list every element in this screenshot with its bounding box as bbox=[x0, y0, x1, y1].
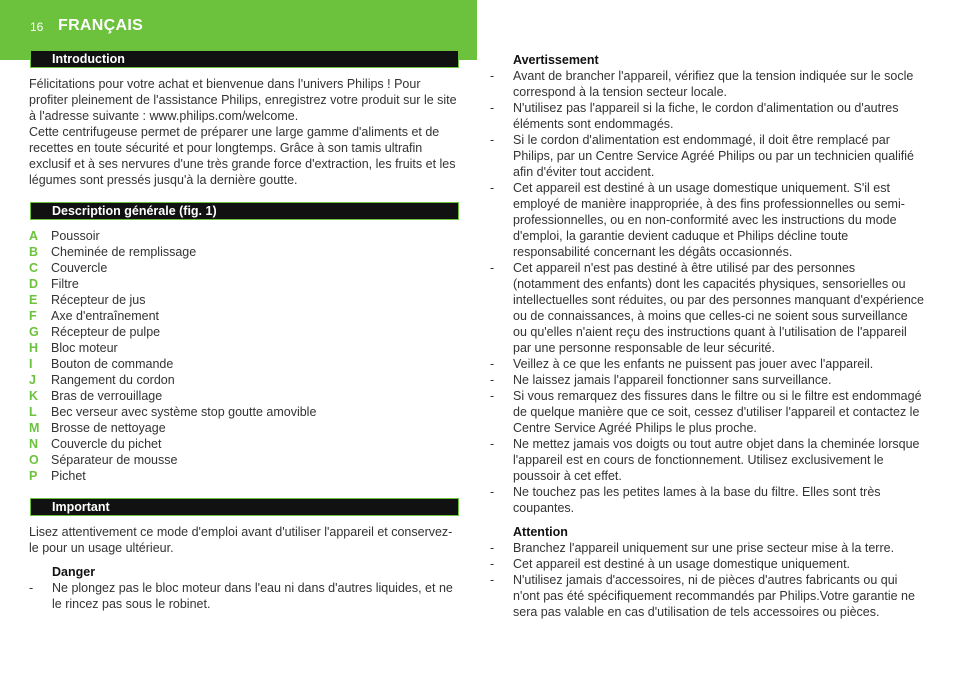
part-label: Axe d'entraînement bbox=[51, 309, 160, 323]
part-label: Poussoir bbox=[51, 229, 100, 243]
avertissement-item-text: Ne laissez jamais l'appareil fonctionner sans surveillance. bbox=[513, 373, 832, 387]
part-letter: D bbox=[29, 277, 39, 291]
avertissement-item-text: Veillez à ce que les enfants ne puissent pas jouer avec l'appareil. bbox=[513, 357, 874, 371]
part-label: Bouton de commande bbox=[51, 357, 174, 371]
avertissement-item bbox=[490, 388, 924, 436]
dash-marker: - bbox=[29, 581, 34, 595]
intro-paragraph-2: Cette centrifugeuse permet de préparer une large gamme d'aliments et de recettes en toute sécurité et pour longtemps. Grâce à son tamis ultrafin exclusif et à ses nervures d'une très grande force d'extraction, les fruits et les légumes sont pressés jusqu'à la dernière goutte. bbox=[29, 125, 456, 187]
important-intro: Lisez attentivement ce mode d'emploi avant d'utiliser l'appareil et conservez-le pour un usage ultérieur. bbox=[29, 525, 453, 555]
part-letter: M bbox=[29, 421, 40, 435]
dash-marker: - bbox=[490, 437, 495, 451]
attention-item bbox=[490, 556, 924, 572]
part-letter: O bbox=[29, 453, 39, 467]
attention-item-text: Cet appareil est destiné à un usage domestique uniquement. bbox=[513, 557, 851, 571]
avertissement-item bbox=[490, 100, 924, 132]
danger-item-text: Ne plongez pas le bloc moteur dans l'eau ni dans d'autres liquides, et ne le rincez pas sous le robinet. bbox=[52, 581, 453, 611]
danger-list bbox=[29, 580, 461, 612]
part-label: Cheminée de remplissage bbox=[51, 245, 197, 259]
part-label: Bras de verrouillage bbox=[51, 389, 163, 403]
part-label: Filtre bbox=[51, 277, 79, 291]
part-label: Brosse de nettoyage bbox=[51, 421, 166, 435]
section-heading-introduction: Introduction bbox=[30, 50, 459, 68]
part-label: Récepteur de jus bbox=[51, 293, 146, 307]
part-letter: G bbox=[29, 325, 39, 339]
parts-list-item bbox=[29, 308, 316, 324]
avertissement-item-text: Si vous remarquez des fissures dans le filtre ou si le filtre est endommagé de quelque manière que ce soit, cessez d'utiliser l'appareil et contactez le Centre Service Agréé Philips le plus proche. bbox=[513, 389, 922, 435]
parts-list-item bbox=[29, 244, 316, 260]
parts-list-item bbox=[29, 228, 316, 244]
part-label: Récepteur de pulpe bbox=[51, 325, 161, 339]
attention-item-text: N'utilisez jamais d'accessoires, ni de pièces d'autres fabricants ou qui n'ont pas été spécifiquement recommandés par Philips.Votre garantie ne sera pas valable en cas d'utilisation de tels accessoires ou pièces. bbox=[513, 573, 915, 619]
parts-list-item bbox=[29, 276, 316, 292]
part-letter: L bbox=[29, 405, 37, 419]
dash-marker: - bbox=[490, 69, 495, 83]
avertissement-item bbox=[490, 372, 924, 388]
part-letter: A bbox=[29, 229, 39, 243]
avertissement-item-text: Cet appareil n'est pas destiné à être utilisé par des personnes (notamment des enfants) dont les capacités physiques, sensorielles ou intellectuelles sont réduites, ou par des personnes manquant d'expérience ou de connaissances, à moins que celles-ci ne soient sous surveillance ou qu'elles n'aient reçu des instructions quant à l'utilisation de l'appareil par une personne responsable de leur sécurité. bbox=[513, 261, 924, 355]
language-title: FRANÇAIS bbox=[58, 17, 144, 34]
parts-list-item bbox=[29, 452, 316, 468]
avertissement-item-text: N'utilisez pas l'appareil si la fiche, le cordon d'alimentation ou d'autres éléments sont endommagés. bbox=[513, 101, 899, 131]
part-label: Bec verseur avec système stop goutte amovible bbox=[51, 405, 317, 419]
part-label: Couvercle bbox=[51, 261, 108, 275]
danger-item bbox=[29, 580, 461, 612]
part-label: Séparateur de mousse bbox=[51, 453, 178, 467]
parts-list-item bbox=[29, 372, 316, 388]
part-letter: I bbox=[29, 357, 33, 371]
part-letter: H bbox=[29, 341, 39, 355]
avertissement-item bbox=[490, 132, 924, 180]
avertissement-item bbox=[490, 436, 924, 484]
part-label: Pichet bbox=[51, 469, 86, 483]
dash-marker: - bbox=[490, 557, 495, 571]
avertissement-item-text: Si le cordon d'alimentation est endommagé, il doit être remplacé par Philips, par un Centre Service Agréé Philips ou par un technicien qualifié afin d'éviter tout accident. bbox=[513, 133, 914, 179]
dash-marker: - bbox=[490, 373, 495, 387]
section-heading-important: Important bbox=[30, 498, 459, 516]
part-label: Couvercle du pichet bbox=[51, 437, 162, 451]
avertissement-item bbox=[490, 260, 924, 356]
dash-marker: - bbox=[490, 541, 495, 555]
avertissement-item-text: Ne mettez jamais vos doigts ou tout autre objet dans la cheminée lorsque l'appareil est en cours de fonctionnement. Utilisez exclusivement le poussoir à cet effet. bbox=[513, 437, 920, 483]
dash-marker: - bbox=[490, 261, 495, 275]
avertissement-item-text: Ne touchez pas les petites lames à la base du filtre. Elles sont très coupantes. bbox=[513, 485, 881, 515]
dash-marker: - bbox=[490, 133, 495, 147]
intro-paragraph-1: Félicitations pour votre achat et bienvenue dans l'univers Philips ! Pour profiter pleinement de l'assistance Philips, enregistrez votre produit sur le site à l'adresse suivante : www.philips.com/welcome. bbox=[29, 77, 457, 123]
danger-heading: Danger bbox=[52, 565, 96, 579]
part-letter: B bbox=[29, 245, 39, 259]
part-letter: C bbox=[29, 261, 39, 275]
parts-list-item bbox=[29, 468, 316, 484]
attention-item bbox=[490, 572, 924, 620]
attention-list bbox=[490, 540, 924, 620]
part-letter: P bbox=[29, 469, 38, 483]
parts-list bbox=[29, 228, 316, 484]
avertissement-item bbox=[490, 356, 924, 372]
parts-list-item bbox=[29, 436, 316, 452]
parts-list-item bbox=[29, 420, 316, 436]
avertissement-item bbox=[490, 484, 924, 516]
dash-marker: - bbox=[490, 101, 495, 115]
parts-list-item bbox=[29, 404, 316, 420]
avertissement-item-text: Cet appareil est destiné à un usage domestique uniquement. S'il est employé de manière inappropriée, à des fins professionnelles ou semi-professionnelles, ou en non-conformité avec les instructions du mode d'emploi, la garantie devient caduque et Philips décline toute responsabilité concernant les dégâts occasionnés. bbox=[513, 181, 905, 259]
parts-list-item bbox=[29, 260, 316, 276]
part-letter: E bbox=[29, 293, 38, 307]
attention-item bbox=[490, 540, 924, 556]
dash-marker: - bbox=[490, 573, 495, 587]
avertissement-item bbox=[490, 68, 924, 100]
part-letter: K bbox=[29, 389, 39, 403]
avertissement-item-text: Avant de brancher l'appareil, vérifiez que la tension indiquée sur le socle correspond à la tension secteur locale. bbox=[513, 69, 914, 99]
section-heading-description: Description générale (fig. 1) bbox=[30, 202, 459, 220]
parts-list-item bbox=[29, 324, 316, 340]
parts-list-item bbox=[29, 340, 316, 356]
part-letter: J bbox=[29, 373, 36, 387]
parts-list-item bbox=[29, 388, 316, 404]
part-label: Bloc moteur bbox=[51, 341, 118, 355]
avertissement-item bbox=[490, 180, 924, 260]
part-letter: N bbox=[29, 437, 39, 451]
parts-list-item bbox=[29, 292, 316, 308]
attention-heading: Attention bbox=[513, 525, 568, 539]
dash-marker: - bbox=[490, 357, 495, 371]
part-label: Rangement du cordon bbox=[51, 373, 175, 387]
attention-item-text: Branchez l'appareil uniquement sur une prise secteur mise à la terre. bbox=[513, 541, 895, 555]
parts-list-item bbox=[29, 356, 316, 372]
avertissement-list bbox=[490, 68, 924, 516]
dash-marker: - bbox=[490, 485, 495, 499]
page-number: 16 bbox=[30, 20, 44, 34]
part-letter: F bbox=[29, 309, 37, 323]
dash-marker: - bbox=[490, 389, 495, 403]
dash-marker: - bbox=[490, 181, 495, 195]
avertissement-heading: Avertissement bbox=[513, 53, 599, 67]
